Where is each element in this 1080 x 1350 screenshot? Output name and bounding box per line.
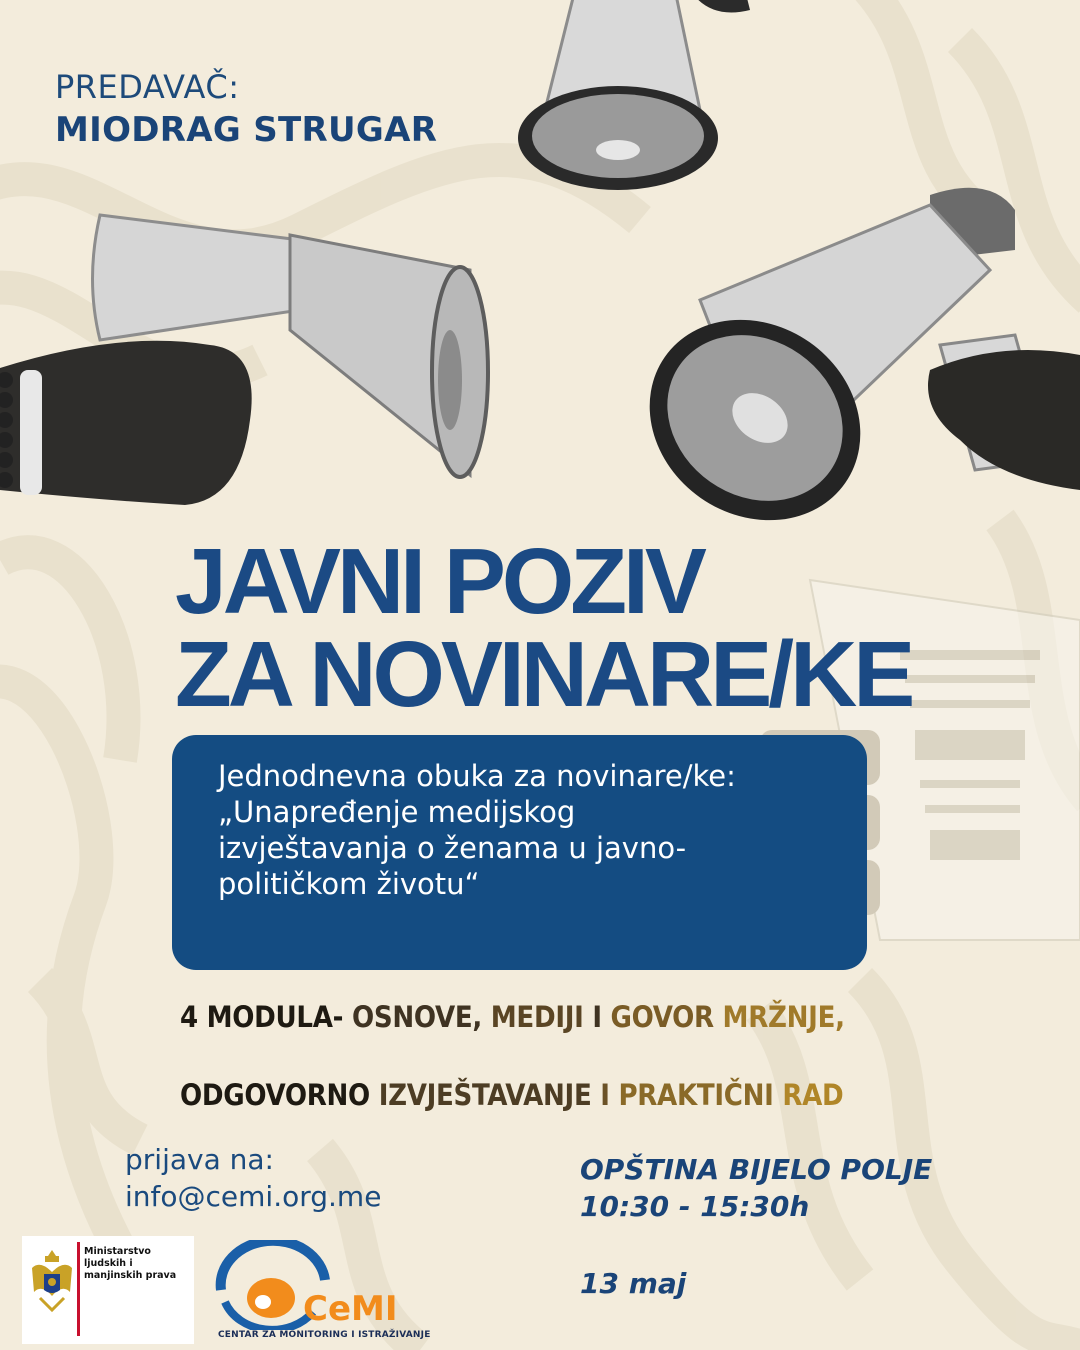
modules-line-2 bbox=[180, 1078, 843, 1112]
ministry-divider bbox=[77, 1242, 80, 1336]
cemi-logo-icon bbox=[213, 1240, 398, 1330]
modules-line2-segment: RAD bbox=[782, 1078, 844, 1112]
modules-line2-segment: IZVJEŠTAVANJE bbox=[378, 1078, 601, 1112]
apply-label: prijava na: bbox=[125, 1143, 274, 1176]
title-line-1: JAVNI POZIV bbox=[175, 529, 703, 633]
modules-line1-segment: MRŽNJE, bbox=[722, 1000, 845, 1034]
modules-line-1 bbox=[180, 1000, 845, 1034]
event-location: OPŠTINA BIJELO POLJE bbox=[580, 1153, 933, 1186]
description-text: Jednodnevna obuka za novinare/ke:„Unapređenje medijskog izvještavanja o ženama u javno-političkom životu“ bbox=[218, 759, 736, 901]
lecturer-label: PREDAVAČ: bbox=[55, 68, 240, 106]
lecturer-name: MIODRAG STRUGAR bbox=[55, 110, 438, 150]
modules-line1-segment: MEDIJI bbox=[490, 1000, 593, 1034]
cemi-tagline: CENTAR ZA MONITORING I ISTRAŽIVANJE bbox=[218, 1330, 431, 1340]
modules-line1-segment: GOVOR bbox=[610, 1000, 723, 1034]
montenegro-coat-of-arms-icon bbox=[26, 1246, 78, 1316]
modules-line2-segment: PRAKTIČNI bbox=[618, 1078, 783, 1112]
modules-line2-segment: I bbox=[600, 1078, 619, 1112]
modules-line2-segment: ODGOVORNO bbox=[180, 1078, 379, 1112]
modules-line1-segment: I bbox=[592, 1000, 611, 1034]
ministry-name: Ministarstvo ljudskih i manjinskih prava bbox=[84, 1246, 177, 1281]
event-time: 10:30 - 15:30h bbox=[580, 1190, 810, 1223]
apply-email[interactable]: info@cemi.org.me bbox=[125, 1180, 382, 1213]
modules-line1-segment: OSNOVE, bbox=[351, 1000, 491, 1034]
cemi-logo-text: CeMI bbox=[303, 1289, 398, 1329]
title-line-2: ZA NOVINARE/KE bbox=[175, 622, 912, 726]
event-date: 13 maj bbox=[580, 1267, 687, 1300]
modules-line1-segment: 4 MODULA- bbox=[180, 1000, 352, 1034]
